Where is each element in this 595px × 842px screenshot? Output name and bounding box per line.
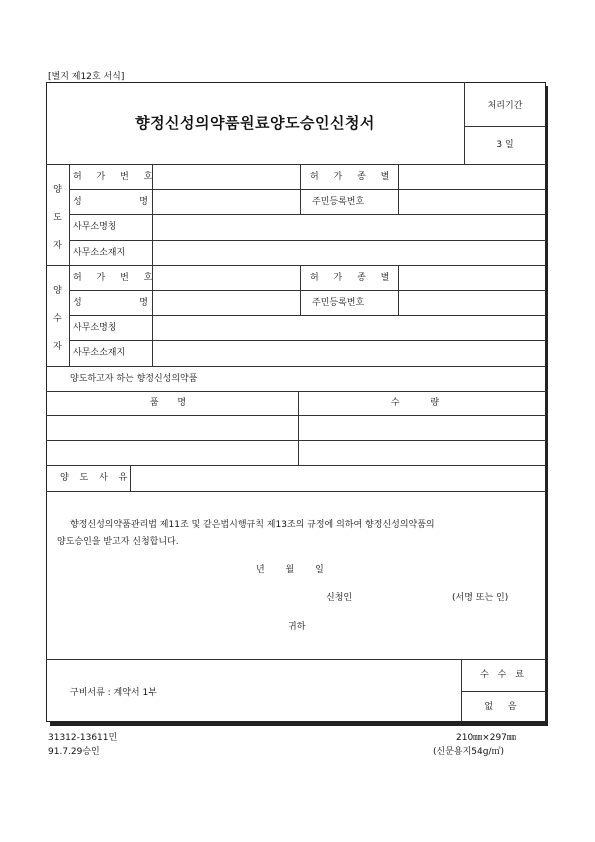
rule-drugs-header-bottom <box>46 415 546 416</box>
transferee-office-addr-label: 사무소소재지 <box>73 348 126 358</box>
required-documents: 구비서류 : 계약서 1부 <box>70 688 157 698</box>
fee-label: 수 수 료 <box>480 670 527 680</box>
processing-split <box>464 126 546 127</box>
rule-transferor-3 <box>69 240 546 241</box>
rule-transferee-3 <box>69 340 546 341</box>
transferor-name-label: 성 명 <box>73 197 148 207</box>
side-label-divider <box>69 164 70 366</box>
label-value-divider <box>152 164 153 366</box>
form-title: 향정신성의약품원료양도승인신청서 <box>135 114 375 132</box>
applicant-label: 신청인 <box>326 593 353 603</box>
transferor-office-name-label: 사무소명칭 <box>73 222 117 232</box>
transferee-mid-divider-a <box>300 265 301 315</box>
transferee-resident-no-label: 주민등록번호 <box>312 298 365 308</box>
processing-divider <box>464 82 465 164</box>
signature-label: (서명 또는 인) <box>452 593 509 603</box>
rule-drugs-row-2 <box>46 465 546 466</box>
rule-transferor-1 <box>69 189 546 190</box>
declaration-line-1: 향정신성의약품관리법 제11조 및 같은법시행규칙 제13조의 규정에 의하여 향정신성의약품의 <box>70 520 435 530</box>
rule-transferee-bottom <box>46 366 546 367</box>
drug-item-header: 품 명 <box>149 398 195 408</box>
transferor-license-no-label: 허 가 번 호 <box>73 172 159 182</box>
transfer-reason-label: 양 도 사 유 <box>60 473 132 483</box>
recipient-label: 귀하 <box>288 622 306 632</box>
rule-drugs-header-top <box>46 391 546 392</box>
processing-period-label: 처리기간 <box>487 101 523 111</box>
processing-period-value: 3 일 <box>496 140 514 150</box>
transferor-side-char-1: 양 <box>53 185 62 195</box>
transferee-license-no-label: 허 가 번 호 <box>73 273 159 283</box>
transferor-license-type-label: 허 가 종 별 <box>310 172 396 182</box>
fee-value: 없 음 <box>484 702 523 712</box>
declaration-line-2: 양도승인을 받고자 신청합니다. <box>57 537 179 547</box>
application-date: 년 월 일 <box>256 565 324 575</box>
approval-date: 91.7.29승인 <box>48 747 100 757</box>
transferor-side-char-2: 도 <box>53 213 62 223</box>
transferee-side-char-2: 수 <box>53 314 62 324</box>
transferor-mid-divider-b <box>398 164 399 214</box>
transferor-side-char-3: 자 <box>53 241 62 251</box>
paper-type: (신문용지54g/㎡) <box>433 747 504 757</box>
paper-size: 210㎜×297㎜ <box>456 733 516 743</box>
drug-qty-header: 수 량 <box>390 398 454 408</box>
rule-transferor-bottom <box>46 265 546 266</box>
rule-title-bottom <box>46 164 546 165</box>
rule-bottom-section-top <box>46 659 546 660</box>
transferee-mid-divider-b <box>398 265 399 315</box>
fee-split <box>461 691 546 692</box>
transferor-resident-no-label: 주민등록번호 <box>312 197 365 207</box>
transferor-mid-divider-a <box>300 164 301 214</box>
drugs-section-label: 양도하고자 하는 향정신성의약품 <box>70 374 198 384</box>
transferor-office-addr-label: 사무소소재지 <box>73 248 126 258</box>
rule-reason-bottom <box>46 491 546 492</box>
rule-transferee-2 <box>69 315 546 316</box>
transferee-side-char-3: 자 <box>53 342 62 352</box>
form-number-tag: [별지 제12호 서식] <box>48 72 125 82</box>
rule-transferee-1 <box>69 290 546 291</box>
transferee-side-char-1: 양 <box>53 286 62 296</box>
transferee-license-type-label: 허 가 종 별 <box>310 273 396 283</box>
rule-transferor-2 <box>69 214 546 215</box>
rule-drugs-row-1 <box>46 440 546 441</box>
form-code: 31312-13611민 <box>48 733 118 743</box>
transferee-name-label: 성 명 <box>73 298 148 308</box>
transferee-office-name-label: 사무소명칭 <box>73 323 117 333</box>
